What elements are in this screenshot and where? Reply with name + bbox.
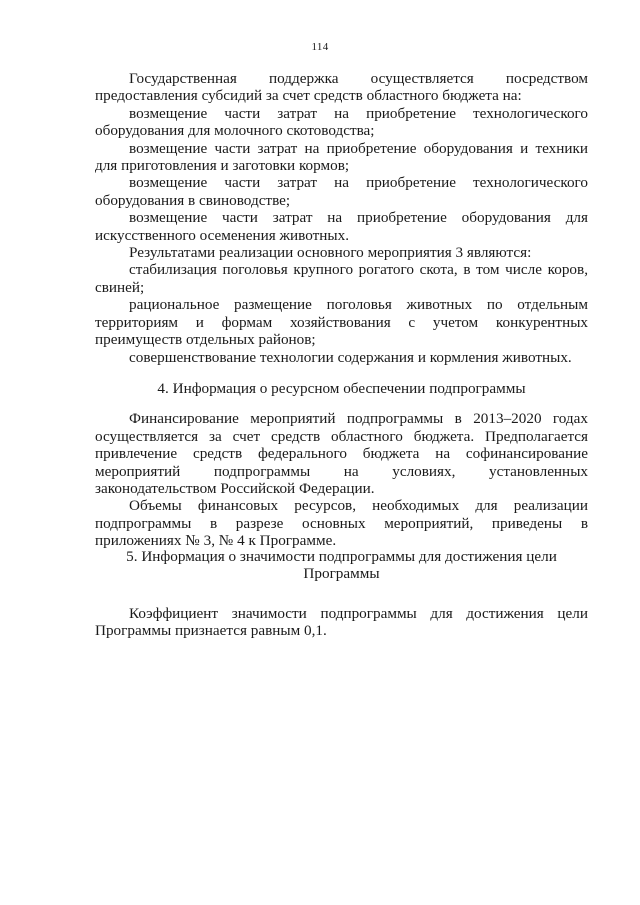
support-intro-paragraph: Государственная поддержка осуществляется посредством предоставления субсидий за счет средств областного бюджета на:	[95, 70, 588, 105]
section-5-body	[95, 605, 588, 640]
support-item: возмещение части затрат на приобретение технологического оборудования для молочного скотоводства;	[95, 104, 588, 140]
results-intro-paragraph: Результатами реализации основного мероприятия 3 являются:	[129, 244, 532, 262]
section-5-heading-line-1: 5. Информация о значимости подпрограммы для достижения цели	[126, 548, 557, 565]
section-4-heading: 4. Информация о ресурсном обеспечении подпрограммы	[157, 380, 526, 397]
significance-paragraph: Коэффициент значимости подпрограммы для достижения цели Программы признается равным 0,1.	[95, 605, 588, 640]
result-item: стабилизация поголовья крупного рогатого скота, в том числе коров, свиней;	[95, 261, 588, 296]
section-4	[95, 380, 588, 550]
section-3-body	[95, 70, 588, 366]
section-5-heading	[95, 548, 588, 583]
page-number: 114	[311, 41, 329, 53]
resources-paragraph: Объемы финансовых ресурсов, необходимых для реализации подпрограммы в разрезе основных мероприятий, приведены в приложениях № 3, № 4 к Программе.	[95, 497, 588, 550]
support-item: возмещение части затрат на приобретение оборудования для искусственного осеменения животных.	[95, 209, 588, 244]
financing-paragraph: Финансирование мероприятий подпрограммы в 2013–2020 годах осуществляется за счет средств областного бюджета. Предполагается привлечение средств федерального бюджета на софинансирование мероприятий подпрограммы на условиях, установленных законодательством Российской Федерации.	[95, 410, 588, 498]
section-5-heading-line-2: Программы	[303, 565, 380, 583]
support-item: возмещение части затрат на приобретение технологического оборудования в свиноводстве;	[95, 174, 588, 209]
result-item: рациональное размещение поголовья животных по отдельным территориям и формам хозяйствования с учетом конкурентных преимуществ отдельных районов;	[95, 296, 588, 349]
result-item: совершенствование технологии содержания и кормления животных.	[129, 348, 572, 366]
support-item: возмещение части затрат на приобретение оборудования и техники для приготовления и заготовки кормов;	[95, 139, 588, 175]
